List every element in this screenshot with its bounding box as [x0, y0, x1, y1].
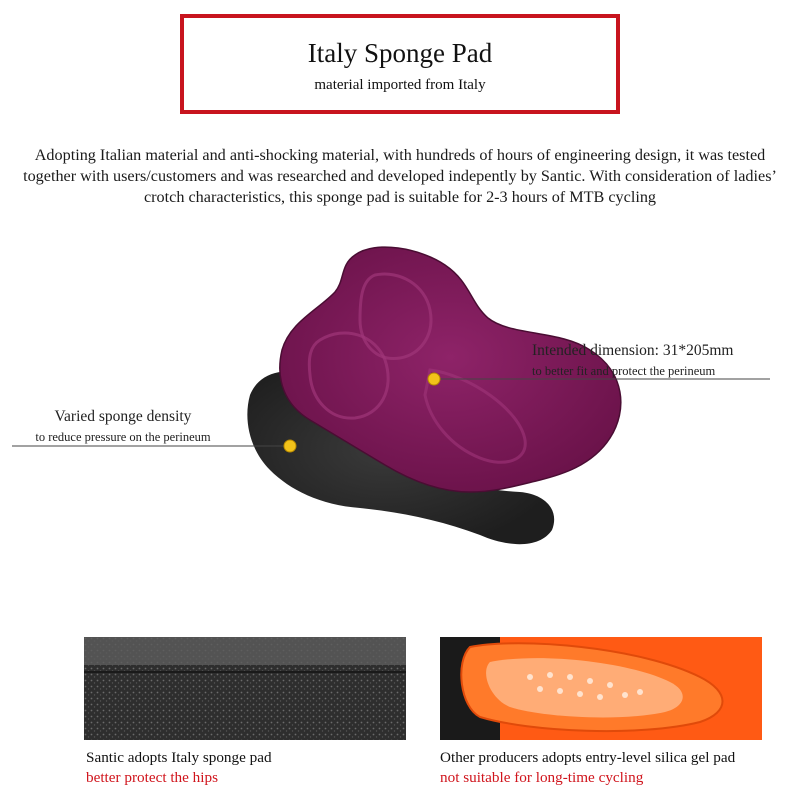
page-title: Italy Sponge Pad [307, 38, 493, 68]
silica-gel-highlight: not suitable for long-time cycling [440, 769, 644, 786]
italy-sponge-photo [84, 637, 406, 740]
silica-gel-photo [440, 637, 762, 740]
sponge-pad-illustration [0, 230, 800, 570]
title-box [180, 14, 620, 114]
italy-sponge-caption-text: Santic adopts Italy sponge pad [86, 749, 272, 766]
dimension-marker-icon [428, 373, 440, 385]
density-marker-icon [284, 440, 296, 452]
intro-paragraph: Adopting Italian material and anti-shocking material, with hundreds of hours of engineering design, it was tested together with users/customers and was researched and developed indepently by Santic. With consideration of ladies’ crotch characteristics, this sponge pad is suitable for 2-3 hours of MTB cycling [23, 146, 777, 206]
italy-sponge-highlight: better protect the hips [86, 769, 219, 786]
dimension-detail: to better fit and protect the perineum [532, 364, 716, 378]
page-subtitle: material imported from Italy [314, 77, 486, 93]
italy-sponge-caption [86, 748, 272, 788]
silica-gel-caption [440, 748, 735, 788]
density-title: Varied sponge density [54, 408, 192, 425]
silica-gel-caption-text: Other producers adopts entry-level silica gel pad [440, 749, 736, 766]
density-detail: to reduce pressure on the perineum [35, 430, 211, 444]
dimension-title: Intended dimension: 31*205mm [532, 342, 734, 359]
dimension-annotation [532, 342, 733, 379]
density-annotation [12, 408, 234, 445]
